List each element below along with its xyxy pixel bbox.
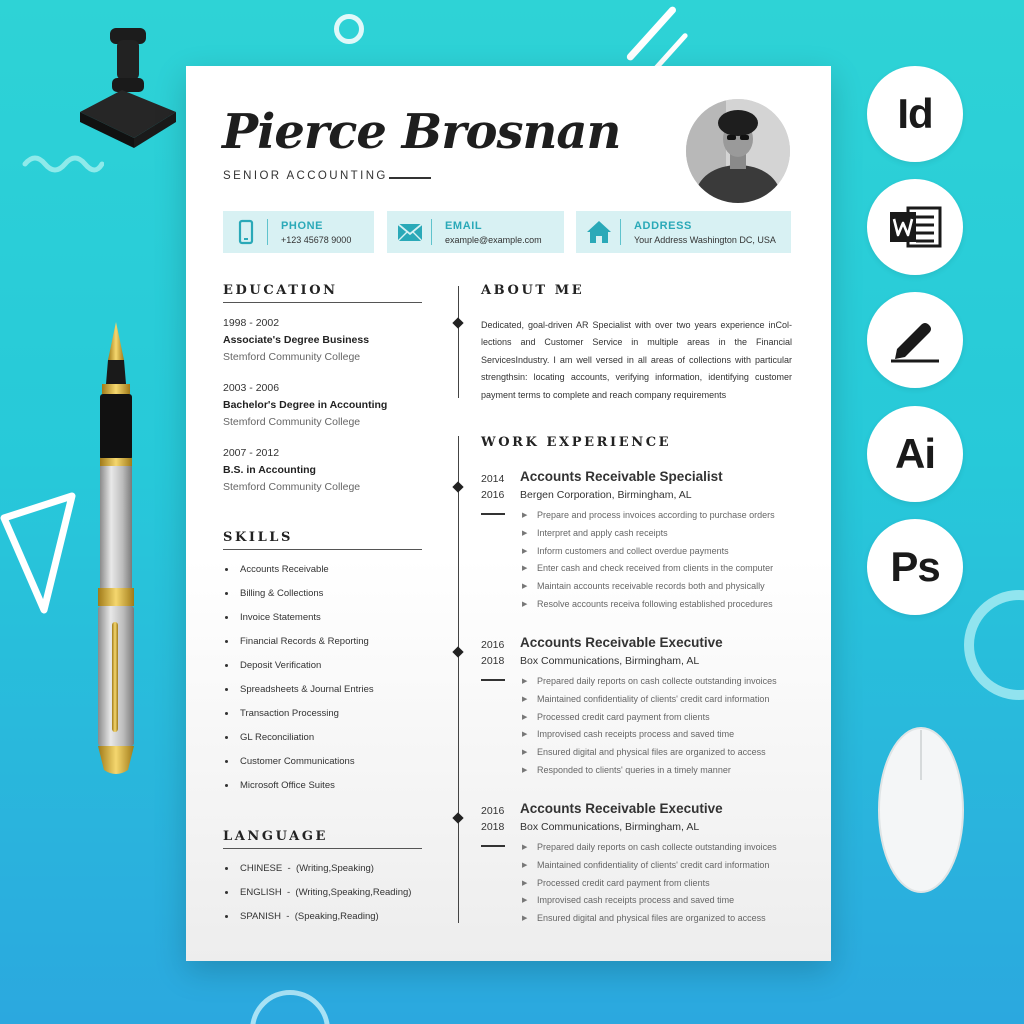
duty-item: ▶ Processed credit card payment from clients xyxy=(520,878,777,896)
skill-item: GL Reconciliation xyxy=(223,732,374,756)
job-end-year: 2016 xyxy=(481,489,505,501)
duty-item: ▶ Responded to clients' queries in a timely manner xyxy=(520,765,777,783)
education-degree: B.S. in Accounting xyxy=(223,464,316,476)
education-heading: EDUCATION xyxy=(223,283,338,298)
contact-address xyxy=(576,211,791,253)
education-item xyxy=(223,382,433,428)
contact-phone xyxy=(223,211,374,253)
job-years-rule xyxy=(481,513,505,515)
fountain-pen-image xyxy=(92,322,140,778)
job-years xyxy=(481,471,504,503)
contact-email xyxy=(387,211,564,253)
skill-item: Deposit Verification xyxy=(223,660,374,684)
pen-glyph xyxy=(887,317,943,363)
education-item xyxy=(223,447,433,493)
duty-item: ▶ Maintain accounts receivable records both and physically xyxy=(520,581,775,599)
education-years: 2007 - 2012 xyxy=(223,447,280,459)
contact-label: ADDRESS xyxy=(634,220,692,232)
duty-item: ▶ Maintained confidentiality of clients' credit card information xyxy=(520,860,777,878)
education-years: 2003 - 2006 xyxy=(223,382,280,394)
title-rule xyxy=(389,177,431,179)
duty-item: ▶ Enter cash and check received from clients in the computer xyxy=(520,563,775,581)
skills-heading: SKILLS xyxy=(223,530,294,545)
duty-item: ▶ Prepare and process invoices according to purchase orders xyxy=(520,510,775,528)
job-duties xyxy=(520,676,777,783)
envelope-icon xyxy=(397,219,423,245)
timeline-marker xyxy=(452,812,463,823)
job-years xyxy=(481,637,504,669)
word-glyph xyxy=(888,204,942,250)
language-list xyxy=(223,863,411,935)
triangle-decoration xyxy=(0,488,80,618)
contact-value: example@example.com xyxy=(445,235,542,245)
contact-divider xyxy=(267,219,268,245)
job-end-year: 2018 xyxy=(481,655,505,667)
timeline-line-about xyxy=(458,286,459,398)
duty-item: ▶ Interpret and apply cash receipts xyxy=(520,528,775,546)
work-heading: WORK EXPERIENCE xyxy=(481,435,672,450)
resume-name: Pierce Brosnan xyxy=(222,104,621,160)
about-heading: ABOUT ME xyxy=(481,283,585,298)
education-item xyxy=(223,317,433,363)
job-years-rule xyxy=(481,845,505,847)
job-title: Accounts Receivable Executive xyxy=(520,801,723,816)
job-duties xyxy=(520,842,777,931)
language-item: SPANISH - (Speaking,Reading) xyxy=(223,911,411,935)
pen-sign-icon xyxy=(867,292,963,388)
language-item: CHINESE - (Writing,Speaking) xyxy=(223,863,411,887)
illustrator-icon: Ai xyxy=(867,406,963,502)
skill-item: Microsoft Office Suites xyxy=(223,780,374,804)
contact-value: Your Address Washington DC, USA xyxy=(634,235,776,245)
language-rule xyxy=(223,848,422,849)
duty-item: ▶ Maintained confidentiality of clients' credit card information xyxy=(520,694,777,712)
education-school: Stemford Community College xyxy=(223,416,361,428)
skill-item: Transaction Processing xyxy=(223,708,374,732)
timeline-marker xyxy=(452,481,463,492)
job-end-year: 2018 xyxy=(481,821,505,833)
contact-label: EMAIL xyxy=(445,220,483,232)
contact-label: PHONE xyxy=(281,220,324,232)
home-icon xyxy=(586,219,612,245)
language-heading: LANGUAGE xyxy=(223,829,329,844)
education-school: Stemford Community College xyxy=(223,481,361,493)
skills-list xyxy=(223,564,374,804)
duty-item: ▶ Prepared daily reports on cash collecte outstanding invoices xyxy=(520,676,777,694)
education-degree: Associate's Degree Business xyxy=(223,334,370,346)
mouse-image xyxy=(876,726,966,894)
education-school: Stemford Community College xyxy=(223,351,361,363)
wave-decoration xyxy=(22,150,104,180)
word-icon xyxy=(867,179,963,275)
skill-item: Accounts Receivable xyxy=(223,564,374,588)
arc-decoration-bottom xyxy=(250,990,330,1024)
skill-item: Financial Records & Reporting xyxy=(223,636,374,660)
skill-item: Spreadsheets & Journal Entries xyxy=(223,684,374,708)
duty-item: ▶ Processed credit card payment from clients xyxy=(520,712,777,730)
stamp-image xyxy=(76,26,180,150)
skill-item: Invoice Statements xyxy=(223,612,374,636)
language-item: ENGLISH - (Writing,Speaking,Reading) xyxy=(223,887,411,911)
ring-decoration-top xyxy=(334,14,364,44)
duty-item: ▶ Ensured digital and physical files are organized to access xyxy=(520,913,777,931)
contact-divider xyxy=(620,219,621,245)
arc-decoration-right xyxy=(964,590,1024,700)
job-title: Accounts Receivable Specialist xyxy=(520,469,723,484)
duty-item: ▶ Improvised cash receipts process and saved time xyxy=(520,729,777,747)
about-text: Dedicated, goal-driven AR Specialist with over two years experience inCol-lections and Customer Service in multiple areas in the Financial ServicesIndustry. I am well versed in all areas of collections with particular strengthsin: locating accounts, verifying information, identifying customer payment terms to complete and reach company requirements xyxy=(481,320,792,400)
duty-item: ▶ Improvised cash receipts process and saved time xyxy=(520,895,777,913)
job-start-year: 2016 xyxy=(481,639,505,651)
skill-item: Billing & Collections xyxy=(223,588,374,612)
photoshop-icon: Ps xyxy=(867,519,963,615)
job-duties xyxy=(520,510,775,617)
job-company: Bergen Corporation, Birmingham, AL xyxy=(520,489,692,501)
duty-item: ▶ Resolve accounts receiva following established procedures xyxy=(520,599,775,617)
education-rule xyxy=(223,302,422,303)
duty-item: ▶ Ensured digital and physical files are organized to access xyxy=(520,747,777,765)
profile-photo xyxy=(686,99,790,203)
resume-sheet xyxy=(186,66,831,961)
job-start-year: 2014 xyxy=(481,473,505,485)
phone-icon xyxy=(233,219,259,245)
skills-rule xyxy=(223,549,422,550)
education-degree: Bachelor's Degree in Accounting xyxy=(223,399,388,411)
job-years xyxy=(481,803,504,835)
job-start-year: 2016 xyxy=(481,805,505,817)
job-years-rule xyxy=(481,679,505,681)
indesign-icon: Id xyxy=(867,66,963,162)
timeline-marker xyxy=(452,317,463,328)
contact-value: +123 45678 9000 xyxy=(281,235,352,245)
resume-job-title: SENIOR ACCOUNTING xyxy=(223,170,388,182)
job-title: Accounts Receivable Executive xyxy=(520,635,723,650)
duty-item: ▶ Inform customers and collect overdue payments xyxy=(520,546,775,564)
job-company: Box Communications, Birmingham, AL xyxy=(520,821,700,833)
job-company: Box Communications, Birmingham, AL xyxy=(520,655,700,667)
education-years: 1998 - 2002 xyxy=(223,317,280,329)
timeline-line-work xyxy=(458,436,459,923)
duty-item: ▶ Prepared daily reports on cash collecte outstanding invoices xyxy=(520,842,777,860)
timeline-marker xyxy=(452,646,463,657)
skill-item: Customer Communications xyxy=(223,756,374,780)
contact-divider xyxy=(431,219,432,245)
